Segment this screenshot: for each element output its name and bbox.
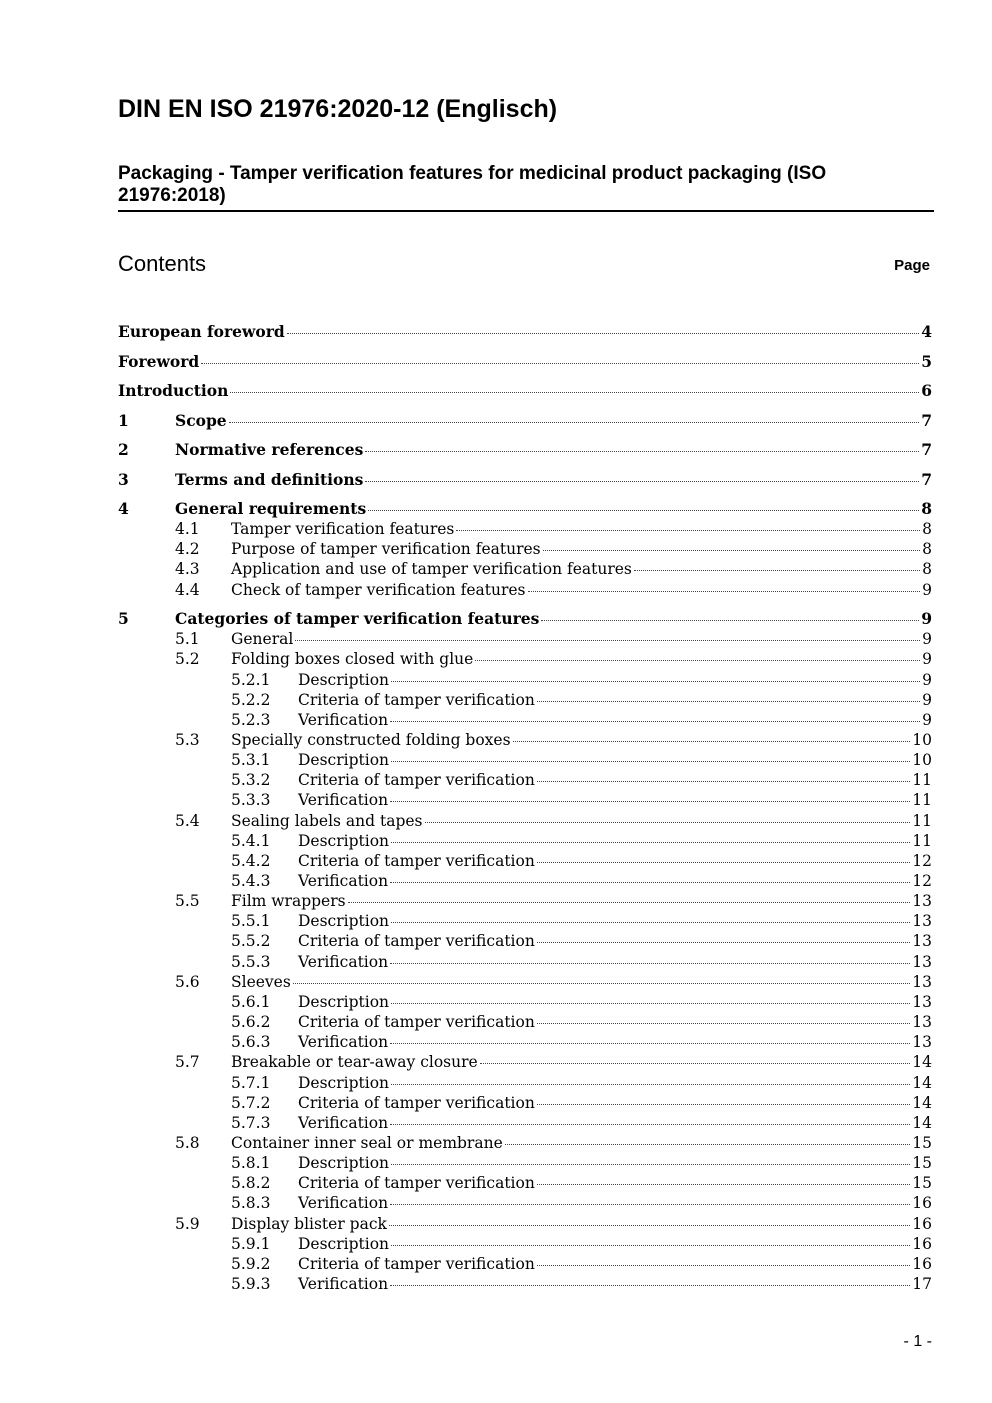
- toc-entry-number: 3: [118, 470, 129, 489]
- toc-entry[interactable]: [118, 831, 932, 851]
- toc-entry-title: Description: [298, 1074, 390, 1092]
- toc-entry[interactable]: [118, 470, 932, 490]
- toc-entry[interactable]: [118, 519, 932, 539]
- toc-dot-leader: [365, 481, 919, 482]
- toc-entry-number: 5.5.1: [231, 912, 271, 930]
- toc-entry[interactable]: [118, 871, 932, 891]
- toc-dot-leader: [537, 1104, 910, 1105]
- toc-entry[interactable]: [118, 1032, 932, 1052]
- toc-entry-number: 5.8.2: [231, 1174, 271, 1192]
- toc-entry-page: 8: [922, 540, 932, 558]
- toc-dot-leader: [391, 1245, 910, 1246]
- toc-dot-leader: [541, 620, 919, 621]
- toc-entry-page: 16: [912, 1215, 932, 1233]
- toc-entry-number: 5.6.2: [231, 1013, 271, 1031]
- toc-entry-number: 5.3: [175, 731, 200, 749]
- toc-entry-title: General requirements: [175, 499, 367, 518]
- toc-entry[interactable]: [118, 1052, 932, 1072]
- toc-entry[interactable]: [118, 352, 932, 372]
- toc-entry-number: 5.7.1: [231, 1074, 271, 1092]
- toc-entry-page: 10: [912, 751, 932, 769]
- toc-entry-page: 12: [912, 852, 932, 870]
- toc-entry-title: Display blister pack: [231, 1215, 387, 1233]
- document-title: DIN EN ISO 21976:2020-12 (Englisch): [118, 95, 558, 123]
- toc-entry-number: 5.6: [175, 973, 200, 991]
- toc-entry-title: Criteria of tamper verification: [298, 1255, 535, 1273]
- toc-entry[interactable]: [118, 411, 932, 431]
- toc-entry-title: Verification: [298, 791, 389, 809]
- toc-entry-number: 5.2: [175, 650, 200, 668]
- toc-entry-number: 4.1: [175, 520, 200, 538]
- toc-entry-title: Verification: [298, 872, 389, 890]
- toc-entry[interactable]: [118, 1093, 932, 1113]
- toc-dot-leader: [390, 1204, 910, 1205]
- toc-entry[interactable]: [118, 710, 932, 730]
- toc-dot-leader: [390, 721, 920, 722]
- toc-entry-page: 15: [912, 1174, 932, 1192]
- toc-entry[interactable]: [118, 690, 932, 710]
- toc-entry-number: 5.5.3: [231, 953, 271, 971]
- toc-entry-title: Application and use of tamper verification features: [231, 560, 632, 578]
- toc-entry-title: Introduction: [118, 381, 229, 400]
- title-divider: [118, 210, 934, 212]
- toc-entry-title: Description: [298, 1154, 390, 1172]
- toc-entry-page: 8: [922, 560, 932, 578]
- toc-entry-page: 14: [912, 1053, 932, 1071]
- toc-entry-title: Foreword: [118, 352, 200, 371]
- contents-heading: Contents: [118, 251, 207, 276]
- toc-entry[interactable]: [118, 931, 932, 951]
- toc-entry-number: 5.2.1: [231, 671, 271, 689]
- toc-entry-title: Verification: [298, 1033, 389, 1051]
- toc-dot-leader: [537, 781, 910, 782]
- toc-entry-page: 9: [922, 630, 932, 648]
- toc-entry-title: Specially constructed folding boxes: [231, 731, 511, 749]
- toc-entry-title: Criteria of tamper verification: [298, 1013, 535, 1031]
- toc-dot-leader: [543, 550, 921, 551]
- toc-entry-title: Verification: [298, 1194, 389, 1212]
- toc-entry-title: Description: [298, 832, 390, 850]
- toc-entry-title: Sealing labels and tapes: [231, 812, 423, 830]
- toc-entry-number: 5.9.1: [231, 1235, 271, 1253]
- toc-entry-page: 12: [912, 872, 932, 890]
- toc-entry[interactable]: [118, 609, 932, 629]
- toc-entry-number: 5.2.3: [231, 711, 271, 729]
- toc-entry-number: 5.6.1: [231, 993, 271, 1011]
- toc-dot-leader: [505, 1144, 911, 1145]
- toc-entry-page: 11: [912, 812, 932, 830]
- toc-entry-page: 17: [912, 1275, 932, 1293]
- toc-entry-number: 5.7.2: [231, 1094, 271, 1112]
- toc-entry-number: 5.9: [175, 1215, 200, 1233]
- toc-entry-page: 7: [921, 411, 932, 430]
- toc-entry-page: 11: [912, 832, 932, 850]
- toc-entry[interactable]: [118, 770, 932, 790]
- toc-dot-leader: [537, 1184, 910, 1185]
- toc-entry[interactable]: [118, 1254, 932, 1274]
- toc-entry[interactable]: [118, 811, 932, 831]
- toc-entry-title: Description: [298, 912, 390, 930]
- toc-entry-title: Criteria of tamper verification: [298, 852, 535, 870]
- toc-entry-number: 5.4.2: [231, 852, 271, 870]
- toc-entry-number: 5.2.2: [231, 691, 271, 709]
- toc-entry[interactable]: [118, 992, 932, 1012]
- toc-entry-page: 16: [912, 1235, 932, 1253]
- toc-entry-title: European foreword: [118, 322, 285, 341]
- toc-entry-page: 9: [922, 691, 932, 709]
- toc-entry-title: Check of tamper verification features: [231, 581, 526, 599]
- toc-dot-leader: [229, 422, 920, 423]
- toc-entry[interactable]: [118, 1133, 932, 1153]
- toc-entry-number: 4.2: [175, 540, 200, 558]
- toc-entry-title: Purpose of tamper verification features: [231, 540, 541, 558]
- toc-entry-page: 14: [912, 1094, 932, 1112]
- toc-entry-page: 6: [921, 381, 932, 400]
- toc-entry[interactable]: [118, 891, 932, 911]
- toc-dot-leader: [634, 570, 920, 571]
- toc-entry[interactable]: [118, 1214, 932, 1234]
- toc-entry-number: 5.9.3: [231, 1275, 271, 1293]
- toc-entry[interactable]: [118, 499, 932, 519]
- toc-entry-number: 5.8.3: [231, 1194, 271, 1212]
- toc-entry-number: 1: [118, 411, 129, 430]
- toc-entry-number: 5: [118, 609, 129, 628]
- toc-entry-page: 13: [912, 973, 932, 991]
- toc-entry-page: 10: [912, 731, 932, 749]
- toc-dot-leader: [348, 902, 911, 903]
- toc-entry[interactable]: [118, 1073, 932, 1093]
- toc-entry-page: 13: [912, 953, 932, 971]
- toc-entry[interactable]: [118, 730, 932, 750]
- toc-entry-number: 5.4.1: [231, 832, 271, 850]
- toc-dot-leader: [391, 1003, 910, 1004]
- toc-dot-leader: [475, 660, 920, 661]
- toc-entry[interactable]: [118, 559, 932, 579]
- toc-dot-leader: [390, 801, 910, 802]
- toc-dot-leader: [365, 451, 919, 452]
- toc-entry-page: 4: [921, 322, 932, 341]
- toc-entry[interactable]: [118, 649, 932, 669]
- toc-entry-title: Terms and definitions: [175, 470, 364, 489]
- toc-entry-title: Verification: [298, 1114, 389, 1132]
- toc-entry-page: 11: [912, 771, 932, 789]
- page-number: - 1 -: [903, 1333, 932, 1350]
- toc-entry-number: 5.3.3: [231, 791, 271, 809]
- toc-entry[interactable]: [118, 1153, 932, 1173]
- toc-dot-leader: [537, 1023, 910, 1024]
- toc-entry-title: Film wrappers: [231, 892, 346, 910]
- toc-entry-page: 14: [912, 1114, 932, 1132]
- toc-dot-leader: [390, 882, 910, 883]
- toc-entry-page: 7: [921, 440, 932, 459]
- toc-dot-leader: [368, 510, 919, 511]
- toc-entry-number: 5.5.2: [231, 932, 271, 950]
- toc-entry-title: Sleeves: [231, 973, 291, 991]
- toc-entry[interactable]: [118, 1234, 932, 1254]
- toc-dot-leader: [230, 392, 919, 393]
- toc-entry-page: 13: [912, 912, 932, 930]
- toc-entry-number: 5.4: [175, 812, 200, 830]
- toc-entry[interactable]: [118, 670, 932, 690]
- toc-entry-page: 16: [912, 1255, 932, 1273]
- toc-entry-page: 9: [922, 671, 932, 689]
- toc-entry-page: 16: [912, 1194, 932, 1212]
- toc-entry-number: 5.7: [175, 1053, 200, 1071]
- toc-dot-leader: [389, 1225, 910, 1226]
- toc-dot-leader: [537, 1265, 910, 1266]
- toc-entry-page: 15: [912, 1154, 932, 1172]
- toc-dot-leader: [537, 942, 910, 943]
- toc-entry-page: 9: [922, 581, 932, 599]
- toc-entry-title: Verification: [298, 953, 389, 971]
- toc-entry-number: 5.9.2: [231, 1255, 271, 1273]
- toc-entry-page: 13: [912, 932, 932, 950]
- toc-dot-leader: [390, 1124, 910, 1125]
- toc-entry-title: Verification: [298, 1275, 389, 1293]
- toc-entry-title: General: [231, 630, 294, 648]
- toc-dot-leader: [391, 922, 910, 923]
- toc-entry-page: 13: [912, 1033, 932, 1051]
- toc-entry[interactable]: [118, 911, 932, 931]
- toc-dot-leader: [293, 983, 910, 984]
- toc-entry[interactable]: [118, 1193, 932, 1213]
- toc-dot-leader: [390, 1043, 910, 1044]
- toc-dot-leader: [295, 640, 920, 641]
- toc-entry-title: Description: [298, 751, 390, 769]
- toc-dot-leader: [391, 1084, 910, 1085]
- toc-entry[interactable]: [118, 750, 932, 770]
- toc-entry-number: 4.4: [175, 581, 200, 599]
- toc-entry-number: 5.3.1: [231, 751, 271, 769]
- toc-entry-title: Folding boxes closed with glue: [231, 650, 474, 668]
- toc-dot-leader: [425, 822, 911, 823]
- toc-entry-title: Criteria of tamper verification: [298, 771, 535, 789]
- toc-entry-title: Description: [298, 1235, 390, 1253]
- toc-dot-leader: [456, 530, 920, 531]
- toc-dot-leader: [513, 741, 911, 742]
- toc-entry-title: Description: [298, 993, 390, 1011]
- toc-entry-number: 4.3: [175, 560, 200, 578]
- toc-entry-title: Categories of tamper verification features: [175, 609, 540, 628]
- toc-entry-number: 5.3.2: [231, 771, 271, 789]
- toc-entry-title: Verification: [298, 711, 389, 729]
- toc-dot-leader: [537, 862, 910, 863]
- toc-entry-page: 7: [921, 470, 932, 489]
- toc-entry-page: 8: [922, 520, 932, 538]
- toc-entry[interactable]: [118, 381, 932, 401]
- toc-dot-leader: [537, 701, 920, 702]
- toc-dot-leader: [528, 591, 921, 592]
- toc-entry-title: Scope: [175, 411, 227, 430]
- toc-dot-leader: [391, 1164, 910, 1165]
- toc-entry-number: 5.8: [175, 1134, 200, 1152]
- document-subtitle: Packaging - Tamper verification features for medicinal product packaging (ISO 21976:2018): [118, 163, 827, 206]
- toc-entry-page: 13: [912, 1013, 932, 1031]
- toc-entry-page: 5: [921, 352, 932, 371]
- toc-entry[interactable]: [118, 580, 932, 600]
- toc-dot-leader: [390, 1285, 910, 1286]
- toc-entry-page: 14: [912, 1074, 932, 1092]
- toc-entry-page: 8: [921, 499, 932, 518]
- toc-entry[interactable]: [118, 1173, 932, 1193]
- toc-entry[interactable]: [118, 1274, 932, 1294]
- toc-entry[interactable]: [118, 1113, 932, 1133]
- toc-entry[interactable]: [118, 440, 932, 460]
- toc-entry[interactable]: [118, 790, 932, 810]
- toc-dot-leader: [390, 963, 910, 964]
- toc-entry-number: 5.5: [175, 892, 200, 910]
- toc-entry-page: 13: [912, 892, 932, 910]
- toc-entry[interactable]: [118, 629, 932, 649]
- toc-entry-page: 15: [912, 1134, 932, 1152]
- toc-dot-leader: [287, 333, 919, 334]
- toc-entry-number: 5.7.3: [231, 1114, 271, 1132]
- toc-entry[interactable]: [118, 1012, 932, 1032]
- toc-dot-leader: [391, 681, 920, 682]
- toc-entry-number: 4: [118, 499, 129, 518]
- toc-dot-leader: [480, 1063, 911, 1064]
- toc-entry-number: 5.4.3: [231, 872, 271, 890]
- toc-entry-title: Breakable or tear-away closure: [231, 1053, 478, 1071]
- toc-entry-page: 9: [922, 650, 932, 668]
- toc-entry-title: Description: [298, 671, 390, 689]
- toc-entry-number: 5.8.1: [231, 1154, 271, 1172]
- toc-dot-leader: [391, 842, 910, 843]
- toc-entry-title: Criteria of tamper verification: [298, 691, 535, 709]
- toc-entry[interactable]: [118, 322, 932, 342]
- toc-entry-number: 2: [118, 440, 129, 459]
- toc-entry-number: 5.6.3: [231, 1033, 271, 1051]
- toc-entry-title: Criteria of tamper verification: [298, 1094, 535, 1112]
- toc-entry[interactable]: [118, 539, 932, 559]
- toc-dot-leader: [201, 363, 919, 364]
- toc-entry-page: 11: [912, 791, 932, 809]
- toc-entry-page: 9: [921, 609, 932, 628]
- toc-entry-title: Criteria of tamper verification: [298, 932, 535, 950]
- toc-entry[interactable]: [118, 952, 932, 972]
- toc-entry[interactable]: [118, 851, 932, 871]
- toc-entry-number: 5.1: [175, 630, 200, 648]
- toc-entry-title: Normative references: [175, 440, 364, 459]
- toc-dot-leader: [391, 761, 910, 762]
- toc-entry-title: Container inner seal or membrane: [231, 1134, 503, 1152]
- page-column-heading: Page: [894, 257, 930, 274]
- toc-entry-title: Criteria of tamper verification: [298, 1174, 535, 1192]
- toc-entry-page: 9: [922, 711, 932, 729]
- toc-entry-page: 13: [912, 993, 932, 1011]
- toc-entry[interactable]: [118, 972, 932, 992]
- toc-entry-title: Tamper verification features: [231, 520, 455, 538]
